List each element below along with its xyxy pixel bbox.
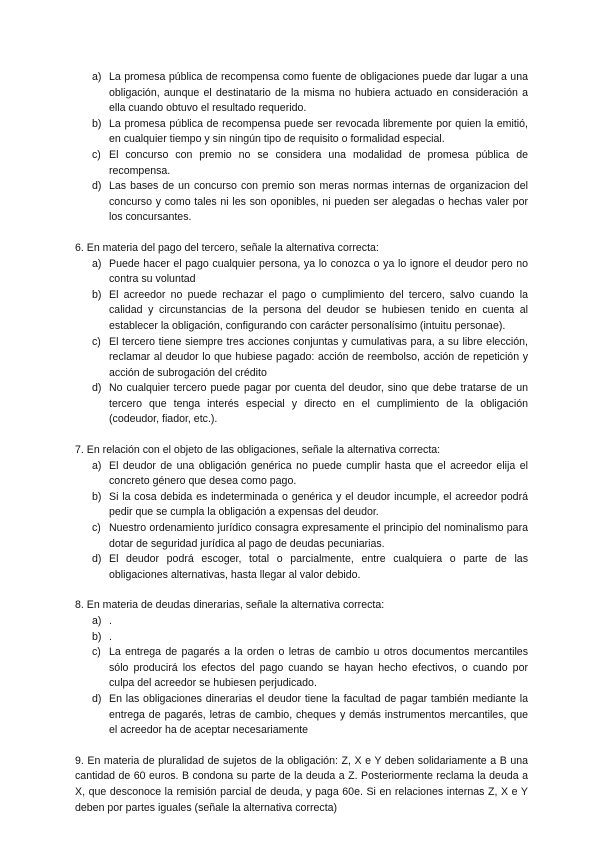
option-c [92, 335, 528, 382]
question-title: 8. En materia de deudas dinerarias, señale la alternativa correcta: [75, 599, 385, 612]
option-label: d) [92, 553, 102, 566]
option-text: Si la cosa debida es indeterminada o genérica y el deudor incumple, el acreedor podrá pedir que se cumpla la obligación a expensas del deudor. [109, 490, 528, 519]
option-a [92, 614, 528, 630]
option-c [92, 645, 528, 692]
question-5-continuation [75, 70, 528, 226]
option-text: La entrega de pagarés a la orden o letras de cambio u otros documentos mercantiles sólo producirá los efectos del pago cuando se hayan hecho efectivos, o cuando por culpa del acreedor se hubiesen perjudicado. [109, 646, 528, 690]
option-text: Puede hacer el pago cualquier persona, ya lo conozca o ya lo ignore el deudor pero no contra su voluntad [109, 257, 528, 286]
question-title: 9. En materia de pluralidad de sujetos de la obligación: Z, X e Y deben solidariamente a B una cantidad de 60 euros. B condona su parte de la deuda a Z. Posteriormente reclama la deuda a X, que desconoce la remisión parcial de deuda, y paga 60e. Si en relaciones internas Z, X e Y deben por partes iguales (señale la alternativa correcta) [75, 754, 528, 814]
question-title: 7. En relación con el objeto de las obligaciones, señale la alternativa correcta: [75, 444, 441, 457]
question-title: 6. En materia del pago del tercero, señale la alternativa correcta: [75, 241, 379, 254]
question-7 [75, 443, 528, 583]
option-b [92, 288, 528, 335]
option-d [92, 692, 528, 739]
option-text: El tercero tiene siempre tres acciones conjuntas y cumulativas para, a su libre elección, reclamar al deudor lo que hubiese pagado: acción de reembolso, acción de repetición y acción de subrogación del crédito [109, 335, 528, 379]
option-label: a) [92, 615, 102, 627]
option-d [92, 179, 528, 226]
option-list [75, 459, 528, 584]
option-text: . [109, 630, 112, 643]
option-text: No cualquier tercero puede pagar por cuenta del deudor, sino que debe tratarse de un tercero que tenga interés especial y directo en el cumplimiento de la obligación (codeudor, fiador, etc.). [109, 382, 528, 426]
question-6 [75, 241, 528, 428]
option-text: La promesa pública de recompensa puede ser revocada libremente por quien la emitió, en cualquier tiempo y sin ningún tipo de requisito o formalidad especial. [109, 117, 528, 146]
option-b [92, 117, 528, 148]
option-text: El deudor podrá escoger, total o parcialmente, entre cualquiera o parte de las obligaciones alternativas, hasta llegar al valor debido. [109, 553, 528, 581]
option-label: d) [92, 180, 102, 193]
option-text: Las bases de un concurso con premio son meras normas internas de organizacion del concurso y como tales ni les son oponibles, ni pueden ser alegadas o hechas valer por los concursantes. [109, 180, 528, 224]
option-a [92, 459, 528, 490]
option-label: b) [92, 117, 102, 130]
option-label: a) [92, 71, 102, 83]
option-text: El deudor de una obligación genérica no puede cumplir hasta que el acreedor elija el concreto género que desea como pago. [109, 459, 528, 488]
option-list [75, 70, 528, 226]
option-a [92, 70, 528, 117]
option-label: b) [92, 288, 102, 301]
option-c [92, 148, 528, 179]
option-label: d) [92, 692, 102, 705]
option-label: b) [92, 630, 102, 643]
option-text: El concurso con premio no se considera una modalidad de promesa pública de recompensa. [109, 148, 528, 177]
option-label: a) [92, 257, 102, 270]
option-text: En las obligaciones dinerarias el deudor tiene la facultad de pagar también mediante la entrega de pagarés, letras de cambio, cheques y demás instrumentos mercantiles, que el acreedor ha de aceptar necesariamente [109, 692, 528, 737]
option-d [92, 552, 528, 583]
option-label: c) [92, 522, 101, 535]
question-8 [75, 598, 528, 738]
option-text: El acreedor no puede rechazar el pago o cumplimiento del tercero, salvo cuando la calidad y circunstancias de la persona del deudor se hubiesen tenido en cuenta al establecer la obligación, configurando con carácter personalísimo (intuitu personae). [109, 288, 528, 332]
option-label: d) [92, 382, 102, 395]
option-text: . [109, 615, 112, 627]
option-label: c) [92, 335, 101, 348]
option-label: c) [92, 646, 101, 659]
option-list [75, 257, 528, 429]
option-label: b) [92, 490, 102, 503]
option-b [92, 490, 528, 521]
option-a [92, 257, 528, 288]
option-label: a) [92, 459, 102, 472]
option-d [92, 381, 528, 428]
option-text: Nuestro ordenamiento jurídico consagra expresamente el principio del nominalismo para dotar de seguridad jurídica al pago de deudas pecuniarias. [109, 522, 528, 550]
option-c [92, 521, 528, 552]
question-9 [75, 754, 528, 816]
option-text: La promesa pública de recompensa como fuente de obligaciones puede dar lugar a una obligación, aunque el destinatario de la misma no hubiera actuado en consideración a ella cuando obtuvo el resultado requerido. [109, 71, 528, 115]
option-b [92, 630, 528, 646]
option-list [75, 614, 528, 739]
option-label: c) [92, 148, 101, 161]
